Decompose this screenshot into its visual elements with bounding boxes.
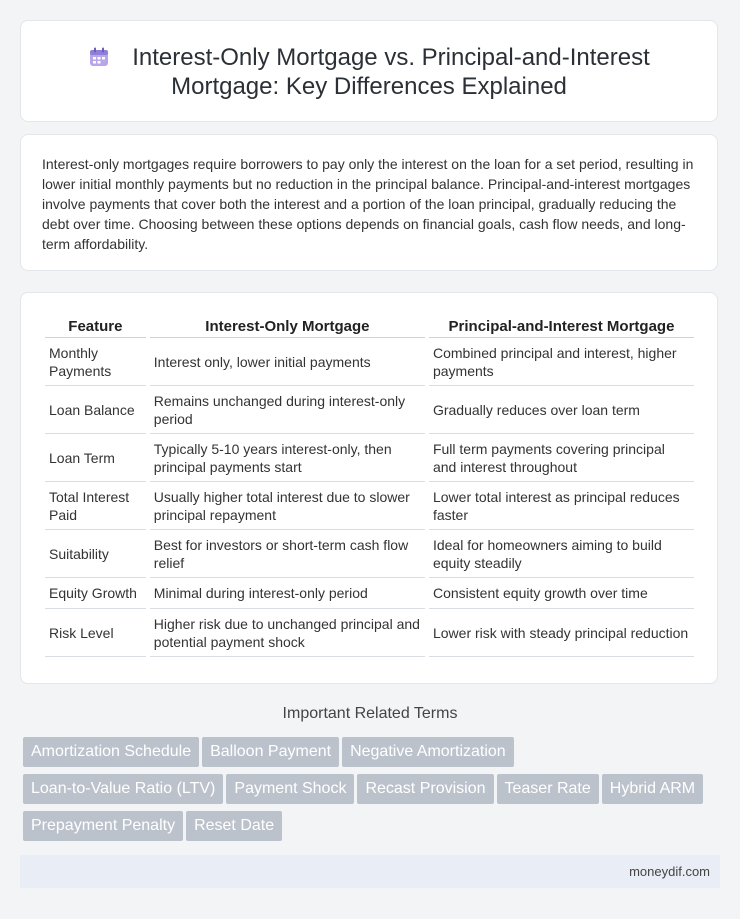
interest-only-cell: Best for investors or short-term cash flow relief: [150, 530, 425, 578]
feature-cell: Loan Balance: [45, 386, 146, 434]
table-row: [45, 386, 694, 434]
feature-cell: Risk Level: [45, 609, 146, 657]
term-tag[interactable]: Recast Provision: [357, 774, 493, 804]
term-tag[interactable]: Payment Shock: [226, 774, 354, 804]
term-tag[interactable]: Negative Amortization: [342, 737, 514, 767]
principal-interest-cell: Full term payments covering principal and interest throughout: [429, 434, 694, 482]
table-header-row: [45, 315, 694, 338]
feature-cell: Monthly Payments: [45, 338, 146, 386]
intro-paragraph: Interest-only mortgages require borrowers to pay only the interest on the loan for a set period, resulting in lower initial monthly payments but no reduction in the principal balance. Principal-and-interest mortgages involve payments that cover both the interest and a portion of the loan principal, gradually reducing the debt over time. Choosing between these options depends on financial goals, cash flow needs, and long-term affordability.: [42, 156, 694, 252]
interest-only-cell: Remains unchanged during interest-only period: [150, 386, 425, 434]
principal-interest-cell: Ideal for homeowners aiming to build equity steadily: [429, 530, 694, 578]
page-title: [21, 43, 717, 101]
principal-interest-cell: Lower total interest as principal reduces faster: [429, 482, 694, 530]
principal-interest-cell: Consistent equity growth over time: [429, 578, 694, 609]
term-tag[interactable]: Amortization Schedule: [23, 737, 199, 767]
table-row: [45, 609, 694, 657]
calendar-icon: [88, 46, 110, 68]
term-tag[interactable]: Teaser Rate: [497, 774, 599, 804]
related-terms-list: [23, 737, 723, 848]
title-card: [20, 20, 718, 122]
feature-cell: Suitability: [45, 530, 146, 578]
intro-card: [20, 134, 718, 271]
comparison-table: [41, 315, 698, 657]
interest-only-cell: Minimal during interest-only period: [150, 578, 425, 609]
comparison-card: [20, 292, 718, 684]
interest-only-cell: Typically 5-10 years interest-only, then principal payments start: [150, 434, 425, 482]
header-interest-only: Interest-Only Mortgage: [150, 315, 425, 338]
interest-only-cell: Higher risk due to unchanged principal and potential payment shock: [150, 609, 425, 657]
principal-interest-cell: Lower risk with steady principal reduction: [429, 609, 694, 657]
feature-cell: Total Interest Paid: [45, 482, 146, 530]
term-tag[interactable]: Loan-to-Value Ratio (LTV): [23, 774, 223, 804]
title-line-2: Mortgage: Key Differences Explained: [171, 73, 567, 100]
table-row: [45, 338, 694, 386]
table-row: [45, 578, 694, 609]
related-terms-title: Important Related Terms: [282, 705, 458, 722]
footer-site[interactable]: moneydif.com: [629, 864, 710, 879]
term-tag[interactable]: Reset Date: [186, 811, 282, 841]
principal-interest-cell: Gradually reduces over loan term: [429, 386, 694, 434]
interest-only-cell: Usually higher total interest due to slower principal repayment: [150, 482, 425, 530]
table-row: [45, 530, 694, 578]
table-row: [45, 482, 694, 530]
footer: [20, 855, 720, 888]
term-tag[interactable]: Hybrid ARM: [602, 774, 703, 804]
principal-interest-cell: Combined principal and interest, higher payments: [429, 338, 694, 386]
term-tag[interactable]: Prepayment Penalty: [23, 811, 183, 841]
feature-cell: Loan Term: [45, 434, 146, 482]
term-tag[interactable]: Balloon Payment: [202, 737, 339, 767]
table-row: [45, 434, 694, 482]
header-principal-interest: Principal-and-Interest Mortgage: [429, 315, 694, 338]
feature-cell: Equity Growth: [45, 578, 146, 609]
header-feature: Feature: [45, 315, 146, 338]
title-line-1: Interest-Only Mortgage vs. Principal-and-Interest: [132, 44, 650, 71]
interest-only-cell: Interest only, lower initial payments: [150, 338, 425, 386]
